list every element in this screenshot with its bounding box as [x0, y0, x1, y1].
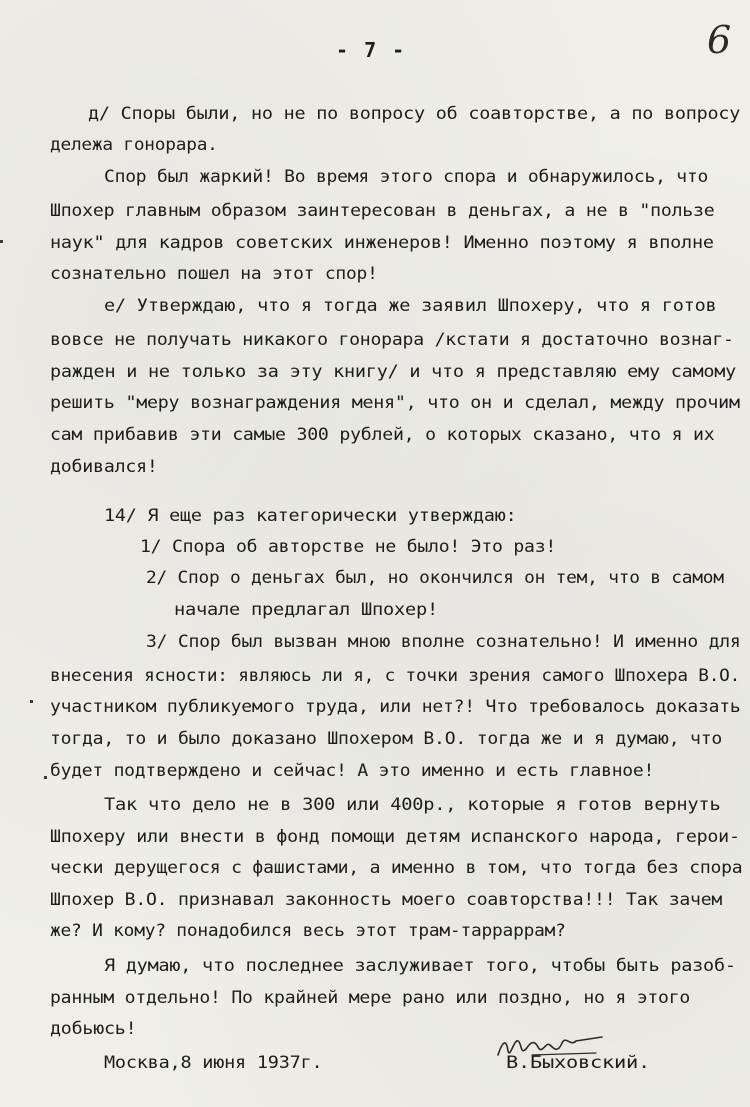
text-line: е/ Утверждаю, что я тогда же заявил Шпохеру, что я готов [104, 296, 717, 315]
text-line: же? И кому? понадобился весь этот трам-тарраррам? [50, 921, 566, 940]
text-line: 2/ Спор о деньгах был, но окончился он тем, что в самом [146, 568, 724, 587]
text-line: сам прибавив эти самые 300 рублей, о которых сказано, что я их [50, 425, 715, 444]
text-line: добивался! [50, 457, 158, 476]
text-line: наук" для кадров советских инженеров! Именно поэтому я вполне [50, 233, 714, 252]
text-line: Шпохеру или внести в фонд помощи детям испанского народа, герои- [50, 827, 740, 846]
text-line: ражден и не только за эту книгу/ и что я представляю ему самому [50, 362, 737, 381]
handwritten-page-mark: 6 [707, 18, 732, 62]
margin-speck [0, 240, 3, 243]
page-number: - 7 - [336, 38, 407, 62]
text-line: 1/ Спора об авторстве не было! Это раз! [140, 537, 557, 556]
text-line: чески дерущегося с фашистами, а именно в том, что тогда без спора [50, 858, 743, 877]
text-line: начале предлагал Шпохер! [174, 600, 439, 619]
text-line: решить "меру вознаграждения меня", что он и сделал, между прочим [50, 393, 740, 412]
text-line: д/ Споры были, но не по вопросу об соавторстве, а по вопросу [88, 104, 741, 123]
text-line: будет подтверждено и сейчас! А это именно и есть главное! [50, 761, 655, 780]
text-line: 14/ Я еще раз категорически утверждаю: [104, 506, 517, 525]
text-line: дележа гонорара. [50, 135, 218, 154]
place-date: Москва,8 июня 1937г. [104, 1053, 323, 1072]
text-line: внесения ясности: являюсь ли я, с точки зрения самого Шпохера В.О. [50, 666, 741, 685]
text-line: ранным отдельно! По крайней мере рано или поздно, но я этого [50, 988, 691, 1007]
text-line: сознательно пошел на этот спор! [50, 264, 378, 283]
text-line: Я думаю, что последнее заслуживает того, чтобы быть разоб- [104, 956, 736, 975]
margin-speck [44, 776, 47, 779]
text-line: Спор был жаркий! Во время этого спора и обнаружилось, что [104, 167, 709, 186]
text-line: Шпохер В.О. признавал законность моего соавторства!!! Так зачем [50, 890, 723, 909]
text-line: вовсе не получать никакого гонорара /кстати я достаточно вознаг- [50, 330, 734, 349]
margin-speck [30, 700, 33, 703]
text-line: Шпохер главным образом заинтересован в деньгах, а не в "пользе [50, 201, 715, 220]
text-line: участником публикуемого труда, или нет?! Что требовалось доказать [50, 697, 741, 716]
text-line: тогда, то и было доказано Шпохером В.О. тогда же и я думаю, что [50, 729, 723, 748]
text-line: Так что дело не в 300 или 400р., которые я готов вернуть [104, 795, 721, 814]
text-line: добьюсь! [50, 1019, 137, 1038]
text-line: 3/ Спор был вызван мною вполне сознательно! И именно для [146, 632, 741, 651]
signer-name: В.Быховский. [506, 1053, 651, 1072]
